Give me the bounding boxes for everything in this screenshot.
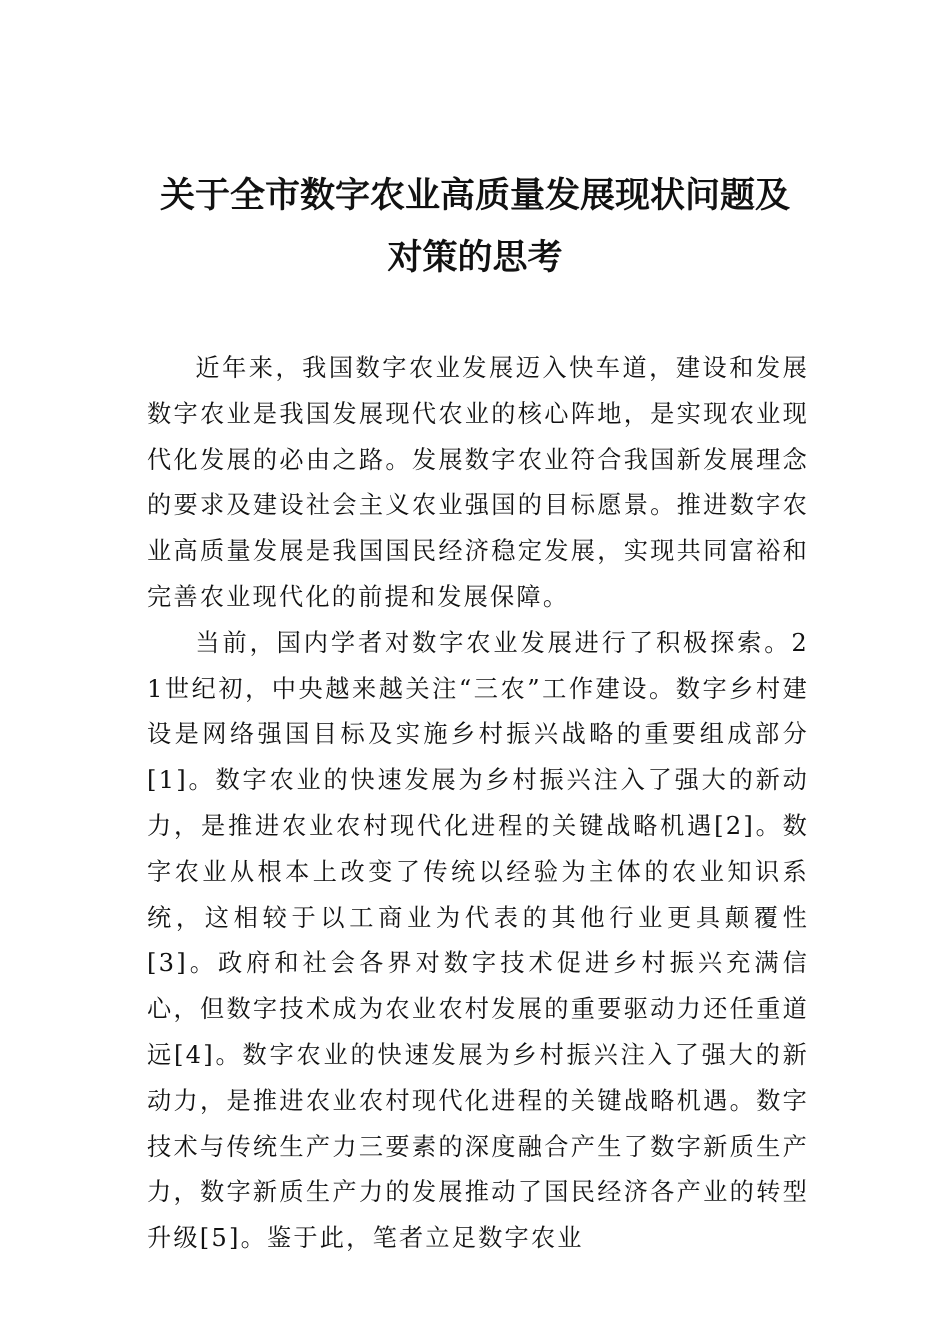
document-body (147, 346, 809, 1262)
paragraph-intro: 近年来，我国数字农业发展迈入快车道，建设和发展数字农业是我国发展现代农业的核心阵地，是实现农业现代化发展的必由之路。发展数字农业符合我国新发展理念的要求及建设社会主义农业强国的目标愿景。推进数字农业高质量发展是我国国民经济稳定发展，实现共同富裕和完善农业现代化的前提和发展保障。 (147, 354, 809, 611)
document-title (140, 165, 810, 289)
title-line-2: 对策的思考 (387, 237, 563, 278)
title-line-1: 关于全市数字农业高质量发展现状问题及 (159, 175, 790, 216)
paragraph-literature: 当前，国内学者对数字农业发展进行了积极探索。21世纪初，中央越来越关注“三农”工作建设。数字乡村建设是网络强国目标及实施乡村振兴战略的重要组成部分[1]。数字农业的快速发展为乡村振兴注入了强大的新动力，是推进农业农村现代化进程的关键战略机遇[2]。数字农业从根本上改变了传统以经验为主体的农业知识系统，这相较于以工商业为代表的其他行业更具颠覆性[3]。政府和社会各界对数字技术促进乡村振兴充满信心，但数字技术成为农业农村发展的重要驱动力还任重道远[4]。数字农业的快速发展为乡村振兴注入了强大的新动力，是推进农业农村现代化进程的关键战略机遇。数字技术与传统生产力三要素的深度融合产生了数字新质生产力，数字新质生产力的发展推动了国民经济各产业的转型升级[5]。鉴于此，笔者立足数字农业 (147, 628, 809, 1253)
